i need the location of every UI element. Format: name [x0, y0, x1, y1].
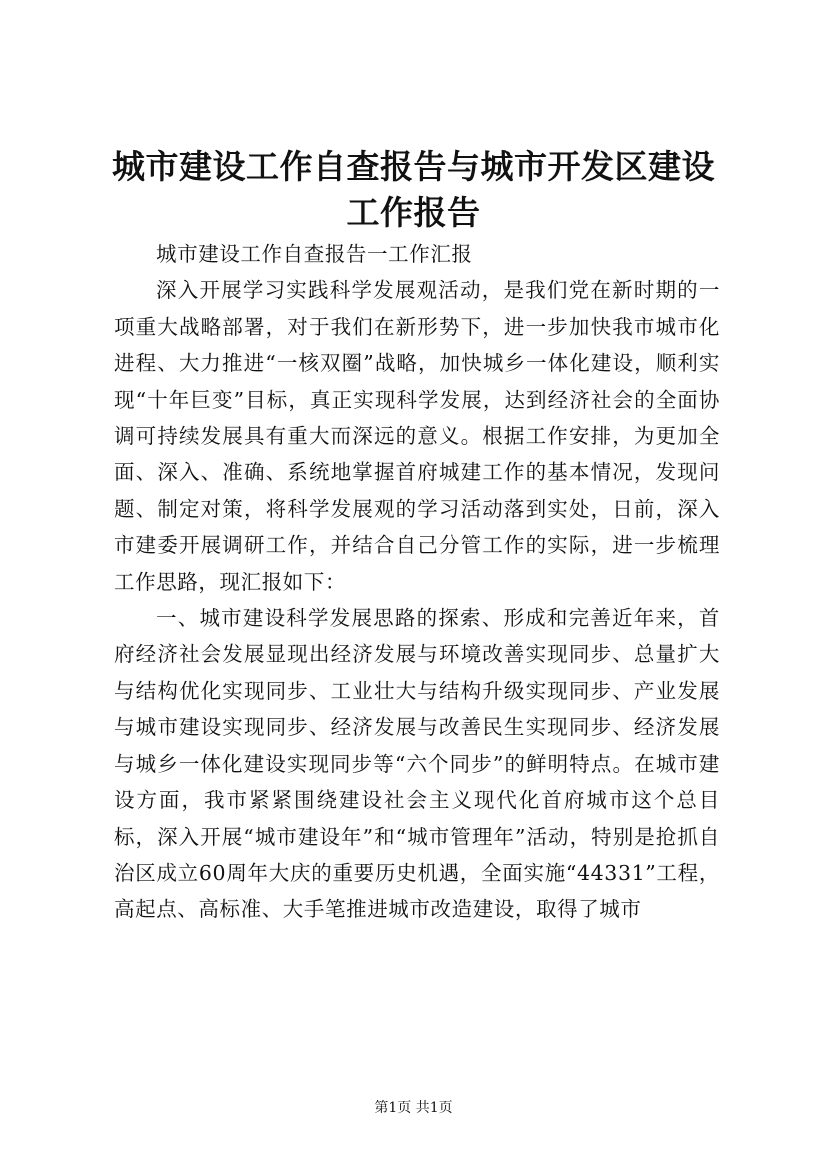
document-subtitle: 城市建设工作自查报告一工作汇报 — [156, 242, 473, 266]
document-body — [114, 236, 720, 928]
paragraph: 一、城市建设科学发展思路的探索、形成和完善近年来，首府经济社会发展显现出经济发展与环境改善实现同步、总量扩大与结构优化实现同步、工业壮大与结构升级实现同步、产业发展与城市建设实现同步、经济发展与改善民生实现同步、经济发展与城乡一体化建设实现同步等“六个同步”的鲜明特点。在城市建设方面，我市紧紧围绕建设社会主义现代化首府城市这个总目标，深入开展“城市建设年”和“城市管理年”活动，特别是抢抓自治区成立60周年大庆的重要历史机遇，全面实施“44331”工程，高起点、高标准、大手笔推进城市改造建设，取得了城市 — [114, 606, 720, 922]
document-title: 城市建设工作自查报告与城市开发区建设工作报告 — [112, 147, 715, 232]
paragraph: 深入开展学习实践科学发展观活动，是我们党在新时期的一项重大战略部署，对于我们在新形势下，进一步加快我市城市化进程、大力推进“一核双圈”战略，加快城乡一体化建设，顺利实现“十年巨变”目标，真正实现科学发展，达到经济社会的全面协调可持续发展具有重大而深远的意义。根据工作安排，为更加全面、深入、准确、系统地掌握首府城建工作的基本情况，发现问题、制定对策，将科学发展观的学习活动落到实处，日前，深入市建委开展调研工作，并结合自己分管工作的实际，进一步梳理工作思路，现汇报如下： — [114, 278, 720, 594]
page-footer: 第1页 共1页 — [374, 1100, 453, 1116]
